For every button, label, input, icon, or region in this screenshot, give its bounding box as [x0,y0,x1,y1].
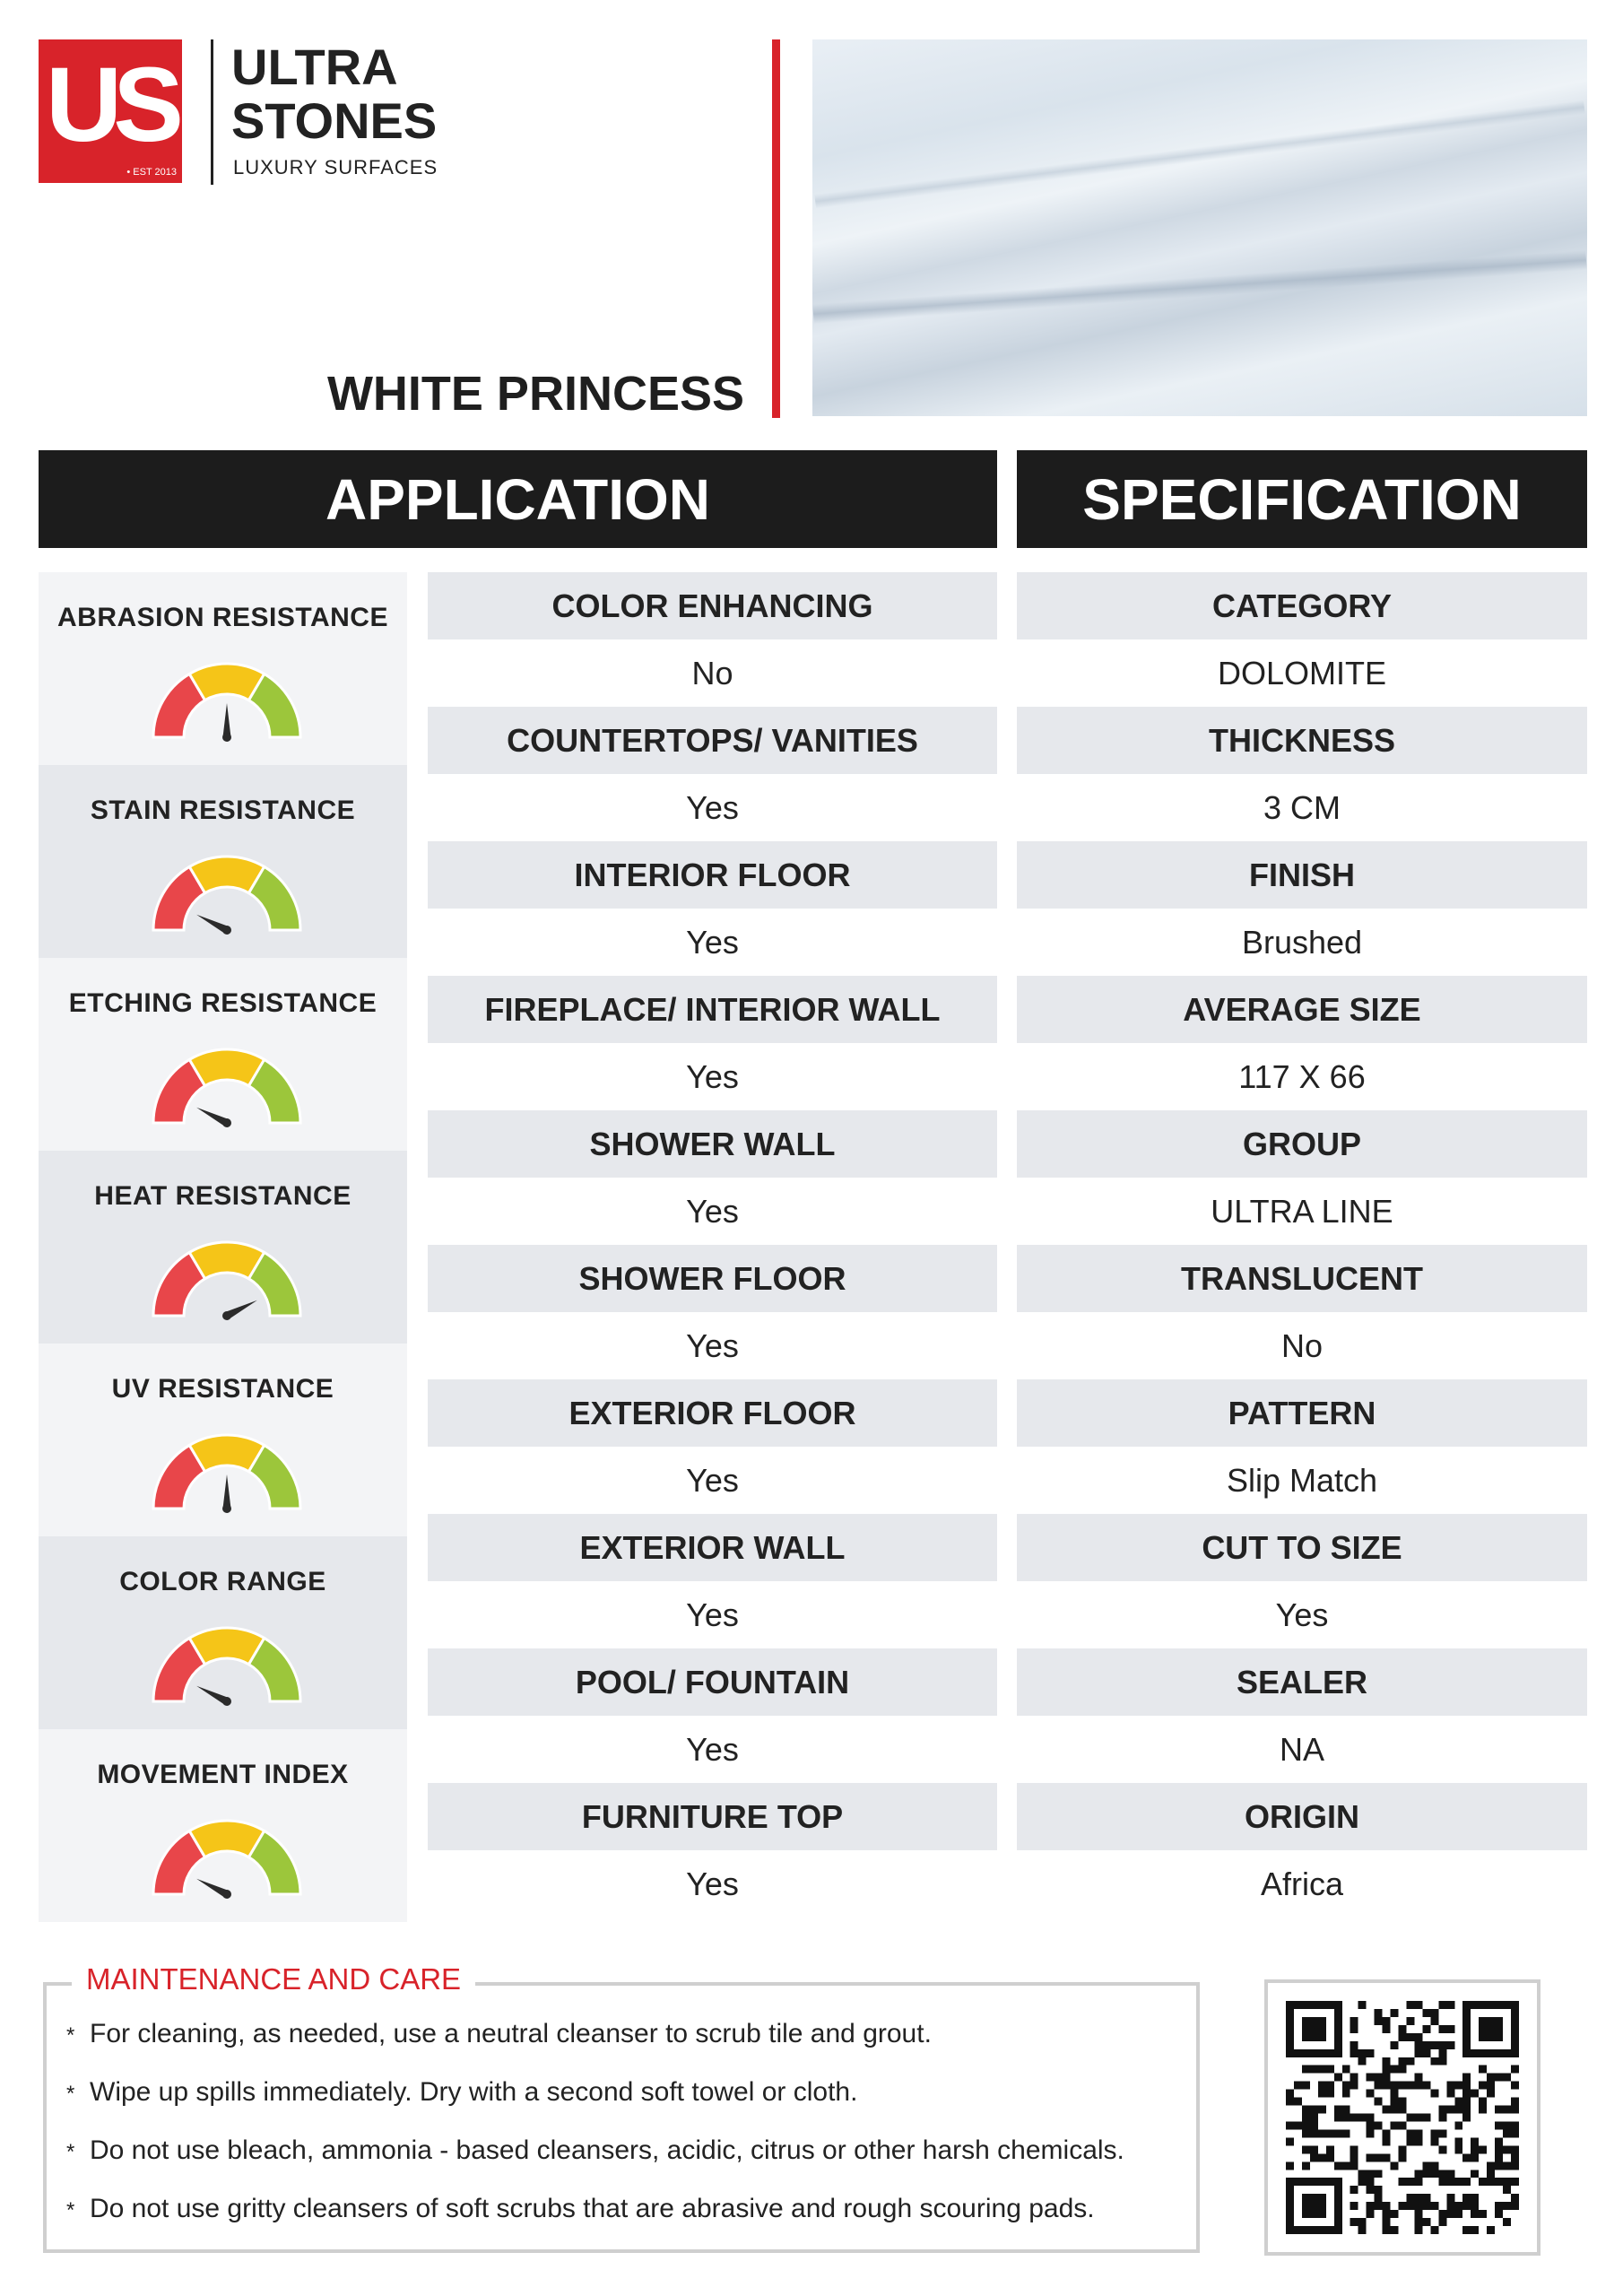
logo-established: • EST 2013 [126,167,177,178]
specification-label: SEALER [1017,1648,1587,1716]
application-value: Yes [428,1447,997,1514]
specification-value: DOLOMITE [1017,639,1587,707]
gauge-label: ABRASION RESISTANCE [57,603,388,632]
gauge-label: HEAT RESISTANCE [94,1181,352,1211]
product-title: WHITE PRINCESS [326,367,744,421]
application-value: No [428,639,997,707]
gauge-needle-hub [222,733,231,742]
gauge-label: UV RESISTANCE [111,1374,334,1404]
specification-table [1017,572,1587,1918]
specification-value: ULTRA LINE [1017,1178,1587,1245]
bullet-star-icon: * [66,2140,75,2164]
brand-tagline: LUXURY SURFACES [233,156,438,178]
application-table [428,572,997,1918]
gauge-label: ETCHING RESISTANCE [68,988,378,1018]
gauge-meter-icon [151,848,303,937]
specification-label: THICKNESS [1017,707,1587,774]
gauge-needle-hub [222,1697,231,1706]
application-label: COLOR ENHANCING [428,572,997,639]
specification-value: Yes [1017,1581,1587,1648]
gauge-needle-hub [222,926,231,935]
stone-vein [812,250,1586,324]
logo-divider [211,39,213,185]
application-value: Yes [428,1043,997,1110]
gauge-needle-hub [222,1890,231,1899]
application-label: POOL/ FOUNTAIN [428,1648,997,1716]
qr-modules [1286,2001,1519,2234]
gauge-meter-icon [151,655,303,744]
bullet-star-icon: * [66,2023,75,2048]
bullet-star-icon: * [66,2198,75,2222]
gauge-cell [39,1729,407,1922]
gauge-label: MOVEMENT INDEX [97,1760,349,1789]
maintenance-text: Do not use gritty cleansers of soft scrubs that are abrasive and rough scouring pads. [90,2194,1095,2223]
gauge-needle [223,703,231,737]
maintenance-item [66,2193,1187,2251]
gauge-cell [39,1344,407,1536]
specification-value: Africa [1017,1850,1587,1918]
application-label: EXTERIOR FLOOR [428,1379,997,1447]
gauge-cell [39,572,407,765]
specification-value: 117 X 66 [1017,1043,1587,1110]
bullet-star-icon: * [66,2082,75,2106]
gauge-meter-icon [151,1040,303,1130]
specification-label: TRANSLUCENT [1017,1245,1587,1312]
application-header: APPLICATION [39,450,997,548]
specification-value: NA [1017,1716,1587,1783]
maintenance-title: MAINTENANCE AND CARE [72,1962,475,1996]
gauge-label: STAIN RESISTANCE [90,796,356,825]
gauge-cell [39,1536,407,1729]
maintenance-item [66,2018,1187,2076]
qr-code[interactable] [1264,1979,1541,2256]
specification-label: GROUP [1017,1110,1587,1178]
stone-vein [814,100,1585,208]
application-label: INTERIOR FLOOR [428,841,997,909]
application-value: Yes [428,909,997,976]
gauge-meter-icon [151,1812,303,1901]
maintenance-text: Do not use bleach, ammonia - based cleansers, acidic, citrus or other harsh chemicals. [90,2135,1124,2165]
gauge-cell [39,958,407,1151]
gauge-cell [39,765,407,958]
gauge-meter-icon [151,1233,303,1323]
application-label: COUNTERTOPS/ VANITIES [428,707,997,774]
accent-rule [772,39,780,418]
gauge-needle [223,1474,231,1509]
stone-sample-image [812,39,1587,416]
brand-logo [39,39,182,183]
application-value: Yes [428,1312,997,1379]
maintenance-item [66,2135,1187,2193]
gauge-cell [39,1151,407,1344]
maintenance-text: For cleaning, as needed, use a neutral cleanser to scrub tile and grout. [90,2019,932,2048]
application-label: FURNITURE TOP [428,1783,997,1850]
specification-header: SPECIFICATION [1017,450,1587,548]
brand-name-line2: STONES [231,92,438,149]
application-value: Yes [428,1581,997,1648]
gauge-label: COLOR RANGE [119,1567,326,1596]
specification-value: No [1017,1312,1587,1379]
gauge-meter-icon [151,1426,303,1516]
brand-name-line1: ULTRA [231,39,398,95]
specification-label: CUT TO SIZE [1017,1514,1587,1581]
application-value: Yes [428,774,997,841]
specification-label: PATTERN [1017,1379,1587,1447]
application-value: Yes [428,1178,997,1245]
specification-label: FINISH [1017,841,1587,909]
application-label: EXTERIOR WALL [428,1514,997,1581]
specification-label: ORIGIN [1017,1783,1587,1850]
gauge-meter-icon [151,1619,303,1709]
maintenance-text: Wipe up spills immediately. Dry with a second soft towel or cloth. [90,2077,858,2107]
specification-label: AVERAGE SIZE [1017,976,1587,1043]
application-value: Yes [428,1716,997,1783]
specification-value: 3 CM [1017,774,1587,841]
maintenance-list [66,2018,1187,2251]
qr-code-icon [1286,2001,1519,2234]
application-value: Yes [428,1850,997,1918]
application-label: SHOWER WALL [428,1110,997,1178]
specification-label: CATEGORY [1017,572,1587,639]
application-label: SHOWER FLOOR [428,1245,997,1312]
gauge-needle-hub [222,1118,231,1127]
gauge-needle-hub [222,1311,231,1320]
maintenance-item [66,2076,1187,2135]
gauge-needle-hub [222,1504,231,1513]
specification-value: Slip Match [1017,1447,1587,1514]
specification-value: Brushed [1017,909,1587,976]
logo-letters: US [46,46,175,164]
application-label: FIREPLACE/ INTERIOR WALL [428,976,997,1043]
